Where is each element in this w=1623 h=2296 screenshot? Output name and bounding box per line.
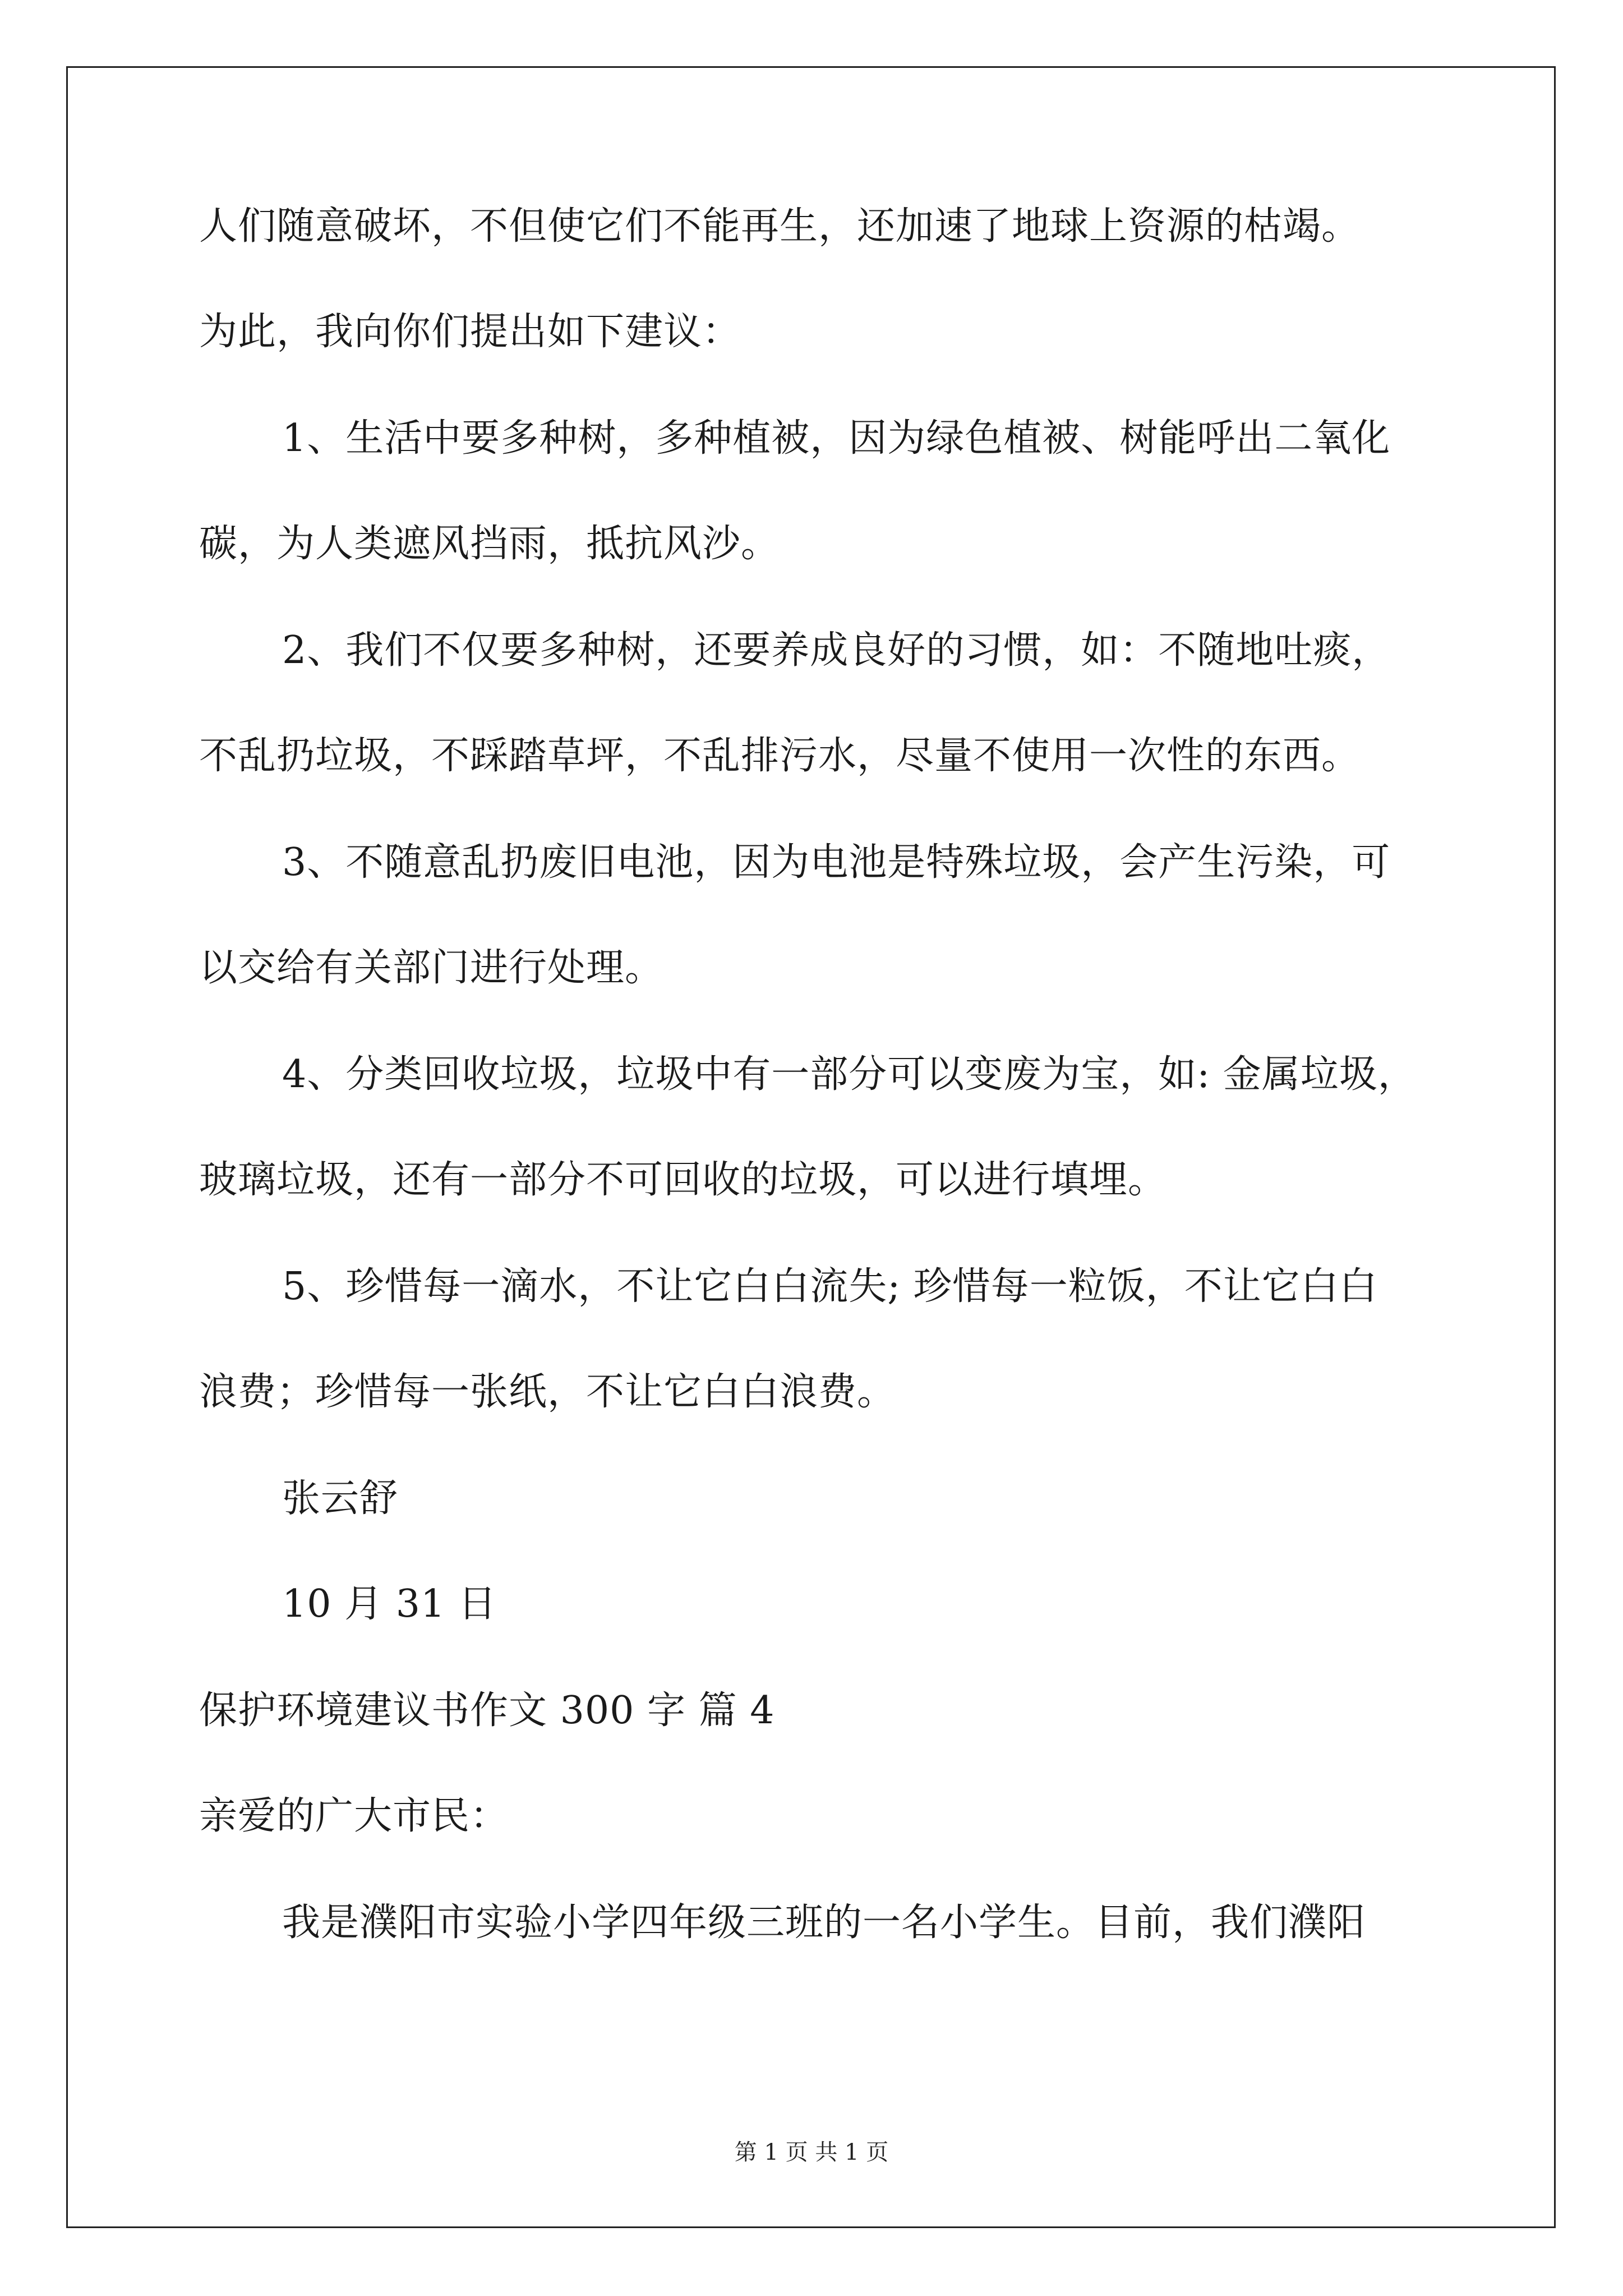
text-line: 3、不随意乱扔废旧电池，因为电池是特殊垃圾，会产生污染，可 [282, 840, 1391, 885]
text-line: 浪费；珍惜每一张纸，不让它白白浪费。 [199, 1370, 896, 1414]
text-line: 4、分类回收垃圾，垃圾中有一部分可以变废为宝，如: 金属垃圾， [282, 1052, 1417, 1097]
text-line: 不乱扔垃圾，不踩踏草坪，不乱排污水，尽量不使用一次性的东西。 [199, 734, 1361, 778]
text-line: 我是濮阳市实验小学四年级三班的一名小学生。目前，我们濮阳 [282, 1901, 1366, 1945]
salutation: 亲爱的广大市民： [199, 1794, 509, 1838]
text-line: 玻璃垃圾，还有一部分不可回收的垃圾，可以进行填埋。 [199, 1158, 1167, 1202]
text-line: 1、生活中要多种树，多种植被，因为绿色植被、树能呼出二氧化 [282, 416, 1391, 461]
page-footer: 第 1 页 共 1 页 [734, 2139, 889, 2165]
section-heading: 保护环境建议书作文 300 字 篇 4 [199, 1688, 775, 1733]
text-line: 以交给有关部门进行处理。 [199, 946, 664, 990]
text-line: 为此，我向你们提出如下建议： [199, 310, 741, 354]
text-line: 2、我们不仅要多种树，还要养成良好的习惯，如：不随地吐痰， [282, 628, 1391, 673]
signature-date: 10 月 31 日 [282, 1582, 497, 1626]
text-line: 碳，为人类遮风挡雨，抵抗风沙。 [199, 522, 780, 566]
text-line: 5、珍惜每一滴水，不让它白白流失; 珍惜每一粒饭，不让它白白 [282, 1264, 1378, 1309]
signature-name: 张云舒 [282, 1476, 399, 1521]
text-line: 人们随意破坏，不但使它们不能再生，还加速了地球上资源的枯竭。 [199, 204, 1361, 249]
